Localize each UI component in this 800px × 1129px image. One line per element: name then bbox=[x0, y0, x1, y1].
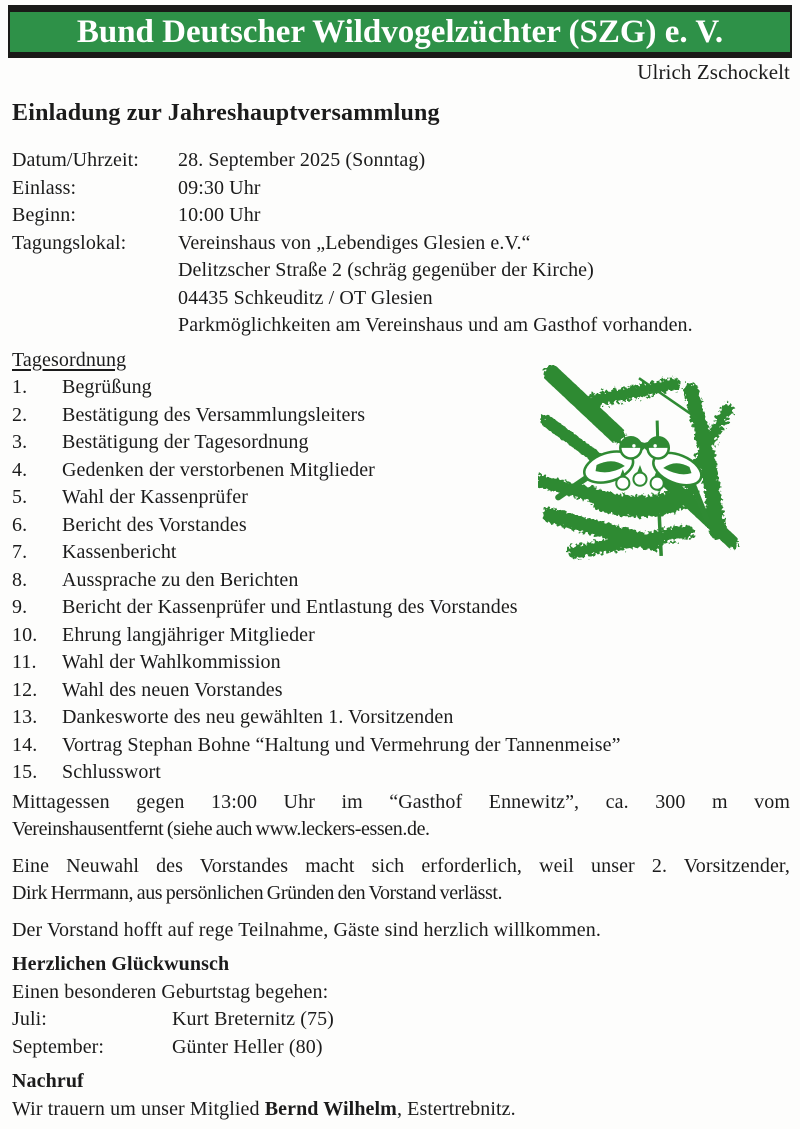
org-banner bbox=[8, 5, 792, 58]
obituary-text bbox=[12, 1096, 790, 1124]
congratulations-intro: Einen besonderen Geburtstag begehen: bbox=[12, 980, 329, 1003]
agenda-item-text: Bericht des Vorstandes bbox=[62, 513, 247, 536]
election-paragraph bbox=[12, 853, 790, 908]
agenda-item-number: 12. bbox=[12, 678, 38, 701]
org-banner-title: Bund Deutscher Wildvogelzüchter (SZG) e. V. bbox=[76, 13, 724, 50]
lunch-line-2: Vereinshausentfernt (siehe auch www.leckers-essen.de. bbox=[12, 818, 430, 840]
detail-row-city bbox=[12, 285, 790, 313]
detail-label: Einlass: bbox=[12, 176, 77, 199]
agenda-item-number: 13. bbox=[12, 706, 38, 728]
agenda-item-number: 9. bbox=[12, 596, 28, 618]
obituary-member-name: Bernd Wilhelm bbox=[264, 1097, 397, 1120]
birthday-month: Juli: bbox=[12, 1008, 47, 1030]
eye bbox=[653, 444, 656, 447]
detail-value: Parkmöglichkeiten am Vereinshaus und am Gasthof vorhanden. bbox=[178, 314, 693, 336]
agenda-item-number: 6. bbox=[12, 513, 28, 536]
agenda-heading: Tagesordnung bbox=[12, 348, 127, 371]
birthday-person: Kurt Breternitz (75) bbox=[172, 1008, 334, 1030]
detail-value: 09:30 Uhr bbox=[178, 176, 261, 199]
election-line-2: Dirk Herrmann, aus persönlichen Gründen den Vorstand verlässt. bbox=[12, 882, 503, 904]
detail-row-parking bbox=[12, 312, 790, 340]
agenda-item-text: Bericht der Kassenprüfer und Entlastung des Vorstandes bbox=[62, 596, 518, 618]
birthday-row bbox=[12, 1034, 790, 1062]
agenda-item bbox=[12, 732, 790, 760]
twig bbox=[659, 513, 661, 555]
detail-label: Beginn: bbox=[12, 204, 77, 226]
detail-label bbox=[12, 285, 178, 313]
agenda-item-number: 2. bbox=[12, 403, 28, 426]
agenda-item-text: Bestätigung des Versammlungsleiters bbox=[62, 403, 366, 426]
event-details bbox=[12, 147, 790, 340]
birthday-row bbox=[12, 1006, 790, 1034]
agenda-item-text: Schlusswort bbox=[62, 761, 161, 783]
agenda-item-text: Wahl der Wahlkommission bbox=[62, 651, 281, 673]
nest bbox=[591, 491, 692, 503]
agenda-item bbox=[12, 677, 790, 705]
detail-label bbox=[12, 257, 178, 285]
agenda-item-text: Aussprache zu den Berichten bbox=[62, 568, 299, 591]
birthday-person: Günter Heller (80) bbox=[172, 1035, 323, 1058]
agenda-item bbox=[12, 704, 790, 732]
agenda-item-number: 15. bbox=[12, 761, 38, 783]
birds-nest-illustration bbox=[538, 362, 745, 562]
election-line-1: Eine Neuwahl des Vorstandes macht sich erforderlich, weil unser 2. Vorsitzender, bbox=[12, 854, 790, 877]
obituary-text-before: Wir trauern um unser Mitglied bbox=[12, 1097, 265, 1120]
lunch-paragraph bbox=[12, 789, 790, 844]
detail-row-beginn bbox=[12, 202, 790, 230]
birthday-month: September: bbox=[12, 1035, 105, 1058]
agenda-item bbox=[12, 567, 790, 595]
detail-label: Datum/Uhrzeit: bbox=[12, 149, 139, 171]
agenda-item-number: 11. bbox=[12, 651, 37, 673]
agenda-item-number: 7. bbox=[12, 541, 28, 563]
detail-value: 10:00 Uhr bbox=[178, 204, 261, 226]
agenda-item-text: Wahl des neuen Vorstandes bbox=[62, 678, 283, 701]
obituary-heading: Nachruf bbox=[12, 1070, 84, 1092]
page-title: Einladung zur Jahreshauptversammlung bbox=[12, 100, 440, 126]
agenda-item-number: 3. bbox=[12, 431, 28, 453]
agenda-item bbox=[12, 759, 790, 787]
agenda-item-number: 1. bbox=[12, 376, 28, 398]
agenda-item-number: 14. bbox=[12, 733, 38, 756]
agenda-item-text: Gedenken der verstorbenen Mitglieder bbox=[62, 458, 375, 481]
agenda-item bbox=[12, 649, 790, 677]
congratulations-heading: Herzlichen Glückwunsch bbox=[12, 953, 230, 975]
detail-label: Tagungslokal: bbox=[12, 231, 127, 254]
detail-row-tagungslokal bbox=[12, 230, 790, 258]
agenda-item-number: 10. bbox=[12, 623, 38, 646]
document-body bbox=[12, 98, 790, 1123]
eye bbox=[632, 444, 635, 447]
detail-value: 28. September 2025 (Sonntag) bbox=[178, 149, 426, 171]
detail-value: Vereinshaus von „Lebendiges Glesien e.V.“ bbox=[178, 231, 531, 254]
agenda-item-text: Dankesworte des neu gewählten 1. Vorsitzenden bbox=[62, 706, 454, 728]
detail-value: 04435 Schkeuditz / OT Glesien bbox=[178, 286, 433, 309]
branch bbox=[546, 421, 599, 459]
agenda-item-text: Vortrag Stephan Bohne “Haltung und Vermehrung der Tannenmeise” bbox=[62, 733, 621, 756]
agenda-item-number: 8. bbox=[12, 568, 28, 591]
agenda-item-text: Wahl der Kassenprüfer bbox=[62, 486, 248, 508]
obituary-text-after: , Estertrebnitz. bbox=[396, 1097, 516, 1120]
closing-paragraph: Der Vorstand hofft auf rege Teilnahme, Gäste sind herzlich willkommen. bbox=[12, 918, 601, 941]
agenda-item-text: Kassenbericht bbox=[62, 541, 177, 563]
agenda-item-text: Bestätigung der Tagesordnung bbox=[62, 431, 309, 453]
agenda-item-number: 5. bbox=[12, 486, 28, 508]
agenda-item-text: Begrüßung bbox=[62, 376, 152, 398]
detail-row-datum bbox=[12, 147, 790, 175]
agenda-item-number: 4. bbox=[12, 458, 28, 481]
lunch-line-1: Mittagessen gegen 13:00 Uhr im “Gasthof Ennewitz”, ca. 300 m vom bbox=[12, 790, 790, 813]
detail-row-einlass bbox=[12, 175, 790, 203]
detail-value: Delitzscher Straße 2 (schräg gegenüber der Kirche) bbox=[178, 259, 594, 281]
agenda-item bbox=[12, 594, 790, 622]
detail-row-address bbox=[12, 257, 790, 285]
agenda-item bbox=[12, 622, 790, 650]
branch bbox=[594, 384, 675, 400]
detail-label bbox=[12, 312, 178, 340]
agenda-item-text: Ehrung langjähriger Mitglieder bbox=[62, 623, 315, 646]
author-name: Ulrich Zschockelt bbox=[637, 60, 790, 84]
